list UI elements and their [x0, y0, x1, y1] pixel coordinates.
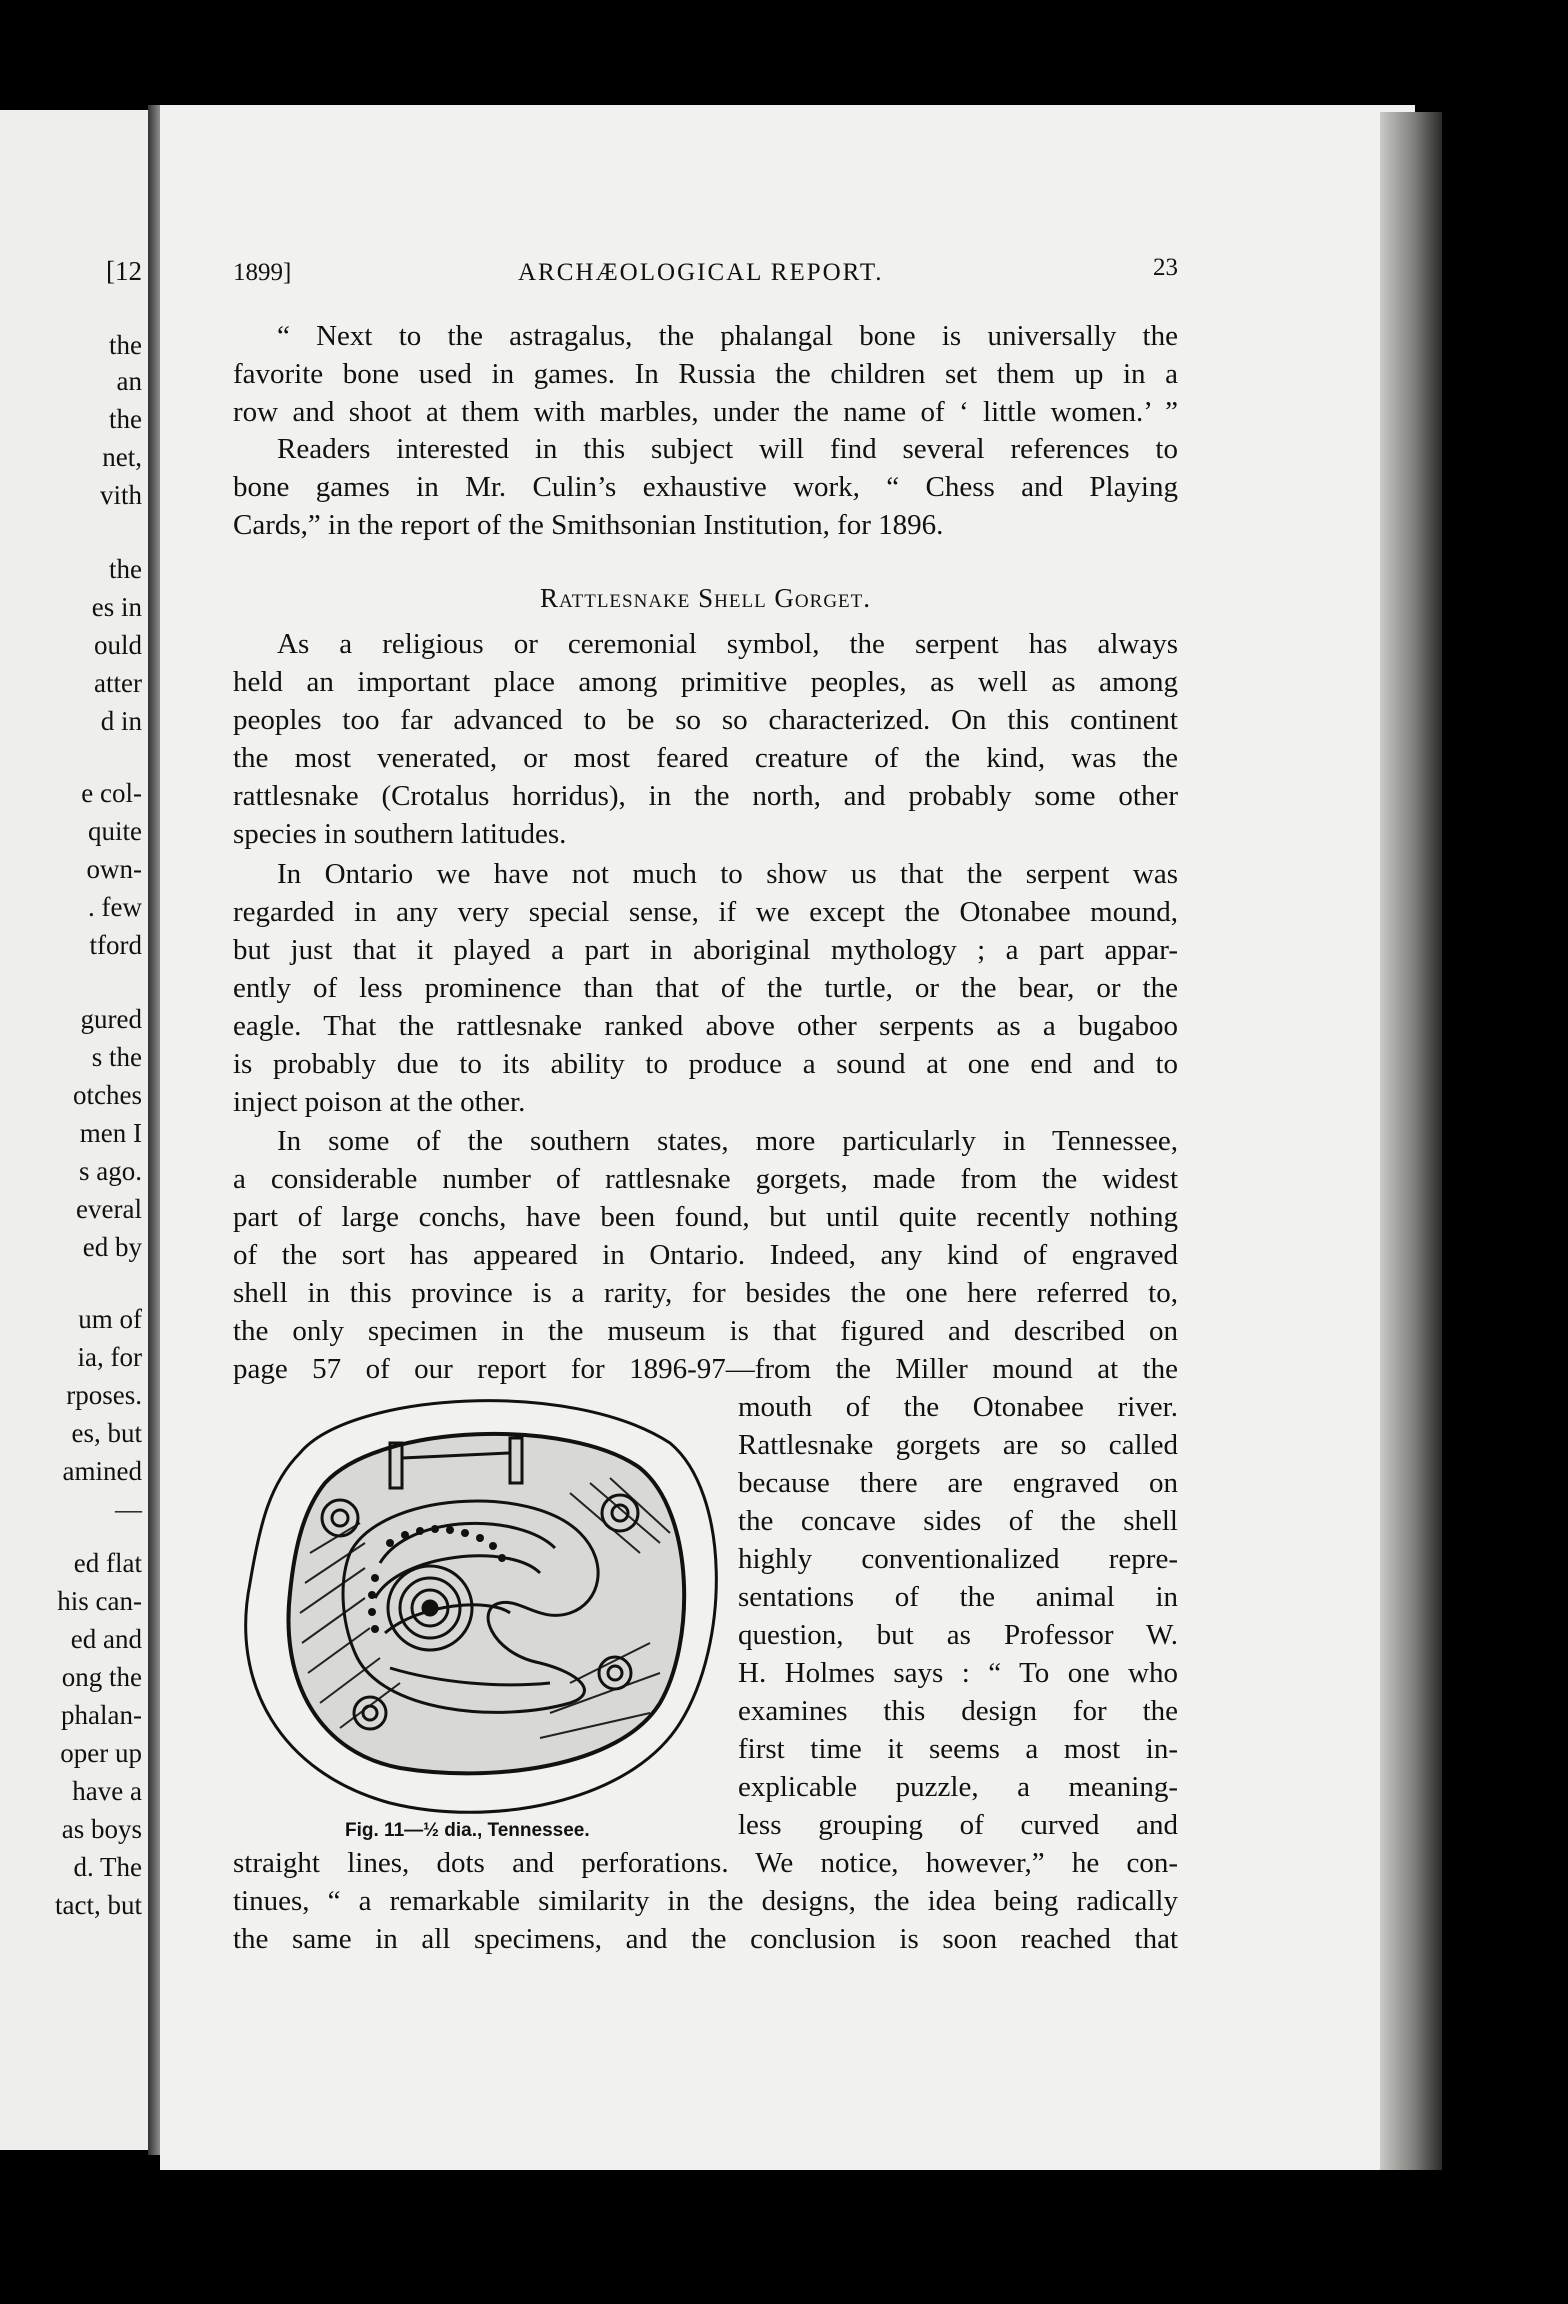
left-page-line: his can-	[57, 1586, 142, 1616]
text-line: bone games in Mr. Culin’s exhaustive work, “ Chess and Playing	[233, 471, 1178, 503]
left-page-line: tact, but	[55, 1890, 142, 1920]
text-line: explicable puzzle, a meaning-	[738, 1771, 1178, 1803]
text-line: the only specimen in the museum is that figured and described on	[233, 1315, 1178, 1347]
text-line: straight lines, dots and perforations. We notice, however,” he con-	[233, 1847, 1178, 1879]
left-page-line: ed flat	[73, 1548, 142, 1578]
text-line: is probably due to its ability to produce a sound at one end and to	[233, 1048, 1178, 1080]
text-line: shell in this province is a rarity, for besides the one here referred to,	[233, 1277, 1178, 1309]
left-page-line: ed and	[70, 1624, 142, 1654]
left-page-line: phalan-	[61, 1700, 142, 1730]
left-page-line: the	[109, 404, 142, 434]
left-page-line: gured	[80, 1004, 142, 1034]
text-line: mouth of the Otonabee river.	[738, 1391, 1178, 1423]
left-page-line: es in	[91, 592, 142, 622]
text-line: Readers interested in this subject will find several references to	[277, 433, 1178, 465]
left-page-line: ong the	[61, 1662, 142, 1692]
left-page-line: amined	[62, 1456, 142, 1486]
book-page-edges	[1380, 112, 1442, 2170]
figure-caption: Fig. 11—½ dia., Tennessee.	[345, 1820, 590, 1841]
left-page-line: d. The	[73, 1852, 142, 1882]
text-line: peoples too far advanced to be so so characterized. On this continent	[233, 704, 1178, 736]
gorget-illustration	[240, 1383, 730, 1823]
text-line: because there are engraved on	[738, 1467, 1178, 1499]
text-line: question, but as Professor W.	[738, 1619, 1178, 1651]
text-line: the concave sides of the shell	[738, 1505, 1178, 1537]
left-page-line: as boys	[61, 1814, 142, 1844]
text-line: Cards,” in the report of the Smithsonian Institution, for 1896.	[233, 509, 944, 541]
text-line: the same in all specimens, and the conclusion is soon reached that	[233, 1923, 1178, 1955]
text-line: Rattlesnake gorgets are so called	[738, 1429, 1178, 1461]
text-line: a considerable number of rattlesnake gorgets, made from the widest	[233, 1163, 1178, 1195]
text-line: part of large conchs, have been found, but until quite recently nothing	[233, 1201, 1178, 1233]
left-page-line: have a	[72, 1776, 142, 1806]
text-line: examines this design for the	[738, 1695, 1178, 1727]
text-line: sentations of the animal in	[738, 1581, 1178, 1613]
text-line: less grouping of curved and	[738, 1809, 1178, 1841]
text-line: held an important place among primitive peoples, as well as among	[233, 666, 1178, 698]
page-number: 23	[1153, 254, 1178, 281]
text-line: of the sort has appeared in Ontario. Indeed, any kind of engraved	[233, 1239, 1178, 1271]
running-header	[233, 254, 1178, 293]
left-page-line: s the	[91, 1042, 142, 1072]
text-line: H. Holmes says : “ To one who	[738, 1657, 1178, 1689]
left-page-line: tford	[89, 930, 142, 960]
text-line: In Ontario we have not much to show us that the serpent was	[277, 858, 1178, 890]
left-page-fragment	[0, 110, 148, 2150]
text-line: As a religious or ceremonial symbol, the serpent has always	[277, 628, 1178, 660]
left-page-line: . few	[88, 892, 142, 922]
left-page-line: ed by	[82, 1232, 142, 1262]
text-line: tinues, “ a remarkable similarity in the designs, the idea being radically	[233, 1885, 1178, 1917]
left-page-line: e col-	[81, 778, 142, 808]
text-line: first time it seems a most in-	[738, 1733, 1178, 1765]
left-page-line: vith	[99, 480, 142, 510]
text-line: favorite bone used in games. In Russia the children set them up in a	[233, 358, 1178, 390]
text-line: page 57 of our report for 1896-97—from the Miller mound at the	[233, 1353, 1178, 1385]
left-page-line: [12	[106, 256, 142, 286]
left-page-line: oper up	[60, 1738, 142, 1768]
text-line: eagle. That the rattlesnake ranked above other serpents as a bugaboo	[233, 1010, 1178, 1042]
left-page-line: es, but	[71, 1418, 142, 1448]
left-page-line: otches	[73, 1080, 142, 1110]
left-page-line: men I	[79, 1118, 142, 1148]
left-page-line: quite	[88, 816, 142, 846]
text-line: inject poison at the other.	[233, 1086, 526, 1118]
header-year: 1899]	[233, 259, 292, 286]
text-line: rattlesnake (Crotalus horridus), in the north, and probably some other	[233, 780, 1178, 812]
left-page-line: um of	[78, 1304, 142, 1334]
section-title: Rattlesnake Shell Gorget.	[539, 583, 871, 613]
left-page-line: d in	[100, 706, 142, 736]
text-line: regarded in any very special sense, if we except the Otonabee mound,	[233, 896, 1178, 928]
text-line: In some of the southern states, more particularly in Tennessee,	[277, 1125, 1178, 1157]
left-page-line: ia, for	[77, 1342, 142, 1372]
left-page-line: own-	[86, 854, 142, 884]
text-line: species in southern latitudes.	[233, 818, 567, 850]
left-page-line: the	[109, 554, 142, 584]
left-page-line: s ago.	[79, 1156, 142, 1186]
left-page-line: the	[109, 330, 142, 360]
left-page-line: net,	[102, 442, 142, 472]
left-page-line: —	[115, 1494, 142, 1524]
left-page-line: everal	[76, 1194, 142, 1224]
text-line: “ Next to the astragalus, the phalangal bone is universally the	[277, 320, 1178, 352]
text-line: the most venerated, or most feared creature of the kind, was the	[233, 742, 1178, 774]
left-page-line: atter	[94, 668, 142, 698]
header-title: ARCHÆOLOGICAL REPORT.	[518, 259, 884, 286]
left-page-line: rposes.	[66, 1380, 142, 1410]
text-line: highly conventionalized repre-	[738, 1543, 1178, 1575]
text-line: ently of less prominence than that of the turtle, or the bear, or the	[233, 972, 1178, 1004]
text-line: row and shoot at them with marbles, under the name of ‘ little women.’ ”	[233, 396, 1178, 428]
left-page-line: ould	[93, 630, 142, 660]
text-line: but just that it played a part in aboriginal mythology ; a part appar-	[233, 934, 1178, 966]
left-page-line: an	[116, 366, 142, 396]
